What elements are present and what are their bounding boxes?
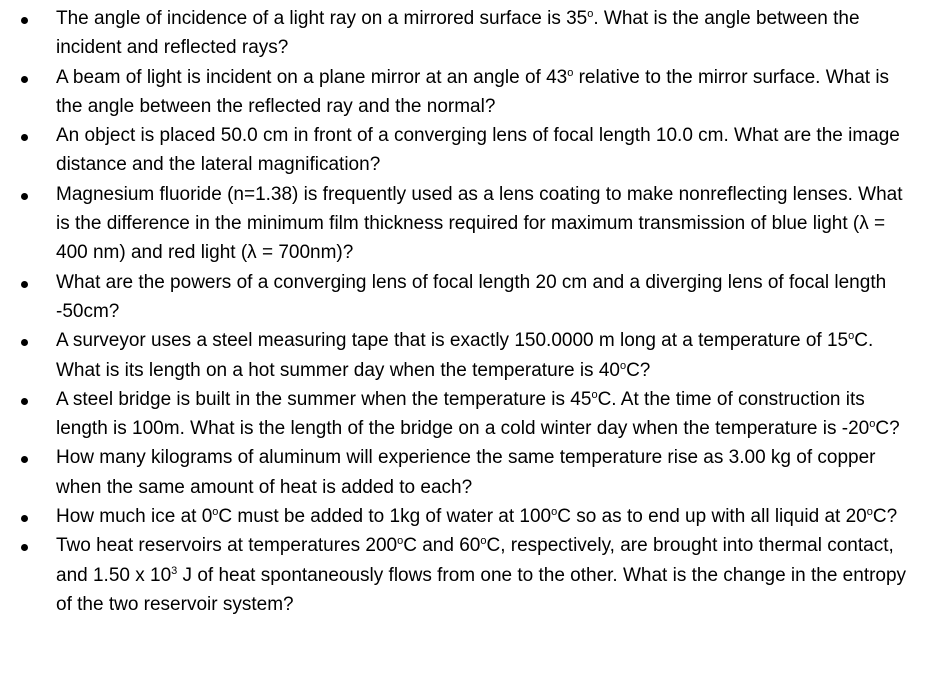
list-item [0,268,927,327]
bullet-icon [21,281,28,288]
superscript: o [619,359,627,372]
list-item [0,443,927,502]
question-text: J of heat spontaneously flows from one to the other. What is the change in the entropy of the two reservoir system? [56,564,907,615]
bullet-icon [21,17,28,24]
question-text: relative to the mirror surface. What is the angle between the reflected ray and the normal? [56,66,890,117]
bullet-icon [21,398,28,405]
question-text: C. At the time of construction its length is 100m. What is the length of the bridge on a cold winter day when the temperature is -20 [56,388,870,440]
bullet-icon [21,456,28,463]
superscript: o [591,388,598,401]
question-text: What are the powers of a converging lens of focal length 20 cm and a diverging lens of focal length -50cm? [56,271,887,322]
list-item [0,326,927,385]
question-text: C must be added to 1kg of water at 100 [218,506,552,528]
superscript: o [866,506,873,519]
bullet-icon [21,134,28,141]
superscript: o [587,8,594,20]
bullet-icon [21,544,28,551]
question-text: The angle of incidence of a light ray on a mirrored surface is 35 [56,8,588,29]
question-text: C? [626,359,651,381]
superscript: o [397,535,404,548]
list-item [0,4,927,63]
superscript: o [480,535,487,548]
question-text: C so as to end up with all liquid at 20 [557,506,867,528]
question-text: C and 60 [403,535,481,557]
question-text: A beam of light is incident on a plane mirror at an angle of 43 [56,66,568,88]
question-text: Two heat reservoirs at temperatures 200 [56,535,398,557]
question-text: C. What is its length on a hot summer day when the temperature is 40 [56,330,874,381]
question-text: A steel bridge is built in the summer when the temperature is 45 [56,388,592,410]
list-item [0,121,927,180]
superscript: 3 [171,564,178,577]
superscript: o [551,506,558,519]
question-list [0,4,927,619]
question-text: C? [872,506,898,528]
list-item [0,180,927,268]
question-text: C? [875,418,900,440]
bullet-icon [21,515,28,522]
list-item [0,531,927,619]
superscript: o [212,506,219,519]
bullet-icon [21,76,28,83]
bullet-icon [21,193,28,200]
list-item [0,63,927,122]
question-text: C, respectively, are brought into thermal contact, and 1.50 x 10 [56,535,894,586]
superscript: o [848,330,855,343]
list-item [0,502,927,531]
question-text: . What is the angle between the incident and reflected rays? [56,8,860,59]
question-text: An object is placed 50.0 cm in front of a converging lens of focal length 10.0 cm. What are the image distance and the lateral magnification? [56,125,900,176]
list-item [0,385,927,444]
bullet-icon [21,339,28,346]
superscript: o [567,66,574,79]
question-text: Magnesium fluoride (n=1.38) is frequently used as a lens coating to make nonreflecting lenses. What is the difference in the minimum film thickness required for maximum transmission of blue light (λ = 400 nm) and red light (λ = 700nm)? [56,183,903,264]
question-text: How many kilograms of aluminum will experience the same temperature rise as 3.00 kg of copper when the same amount of heat is added to each? [56,447,876,498]
superscript: o [869,418,876,431]
question-text: How much ice at 0 [56,506,213,528]
question-text: A surveyor uses a steel measuring tape that is exactly 150.0000 m long at a temperature of 15 [56,330,849,352]
